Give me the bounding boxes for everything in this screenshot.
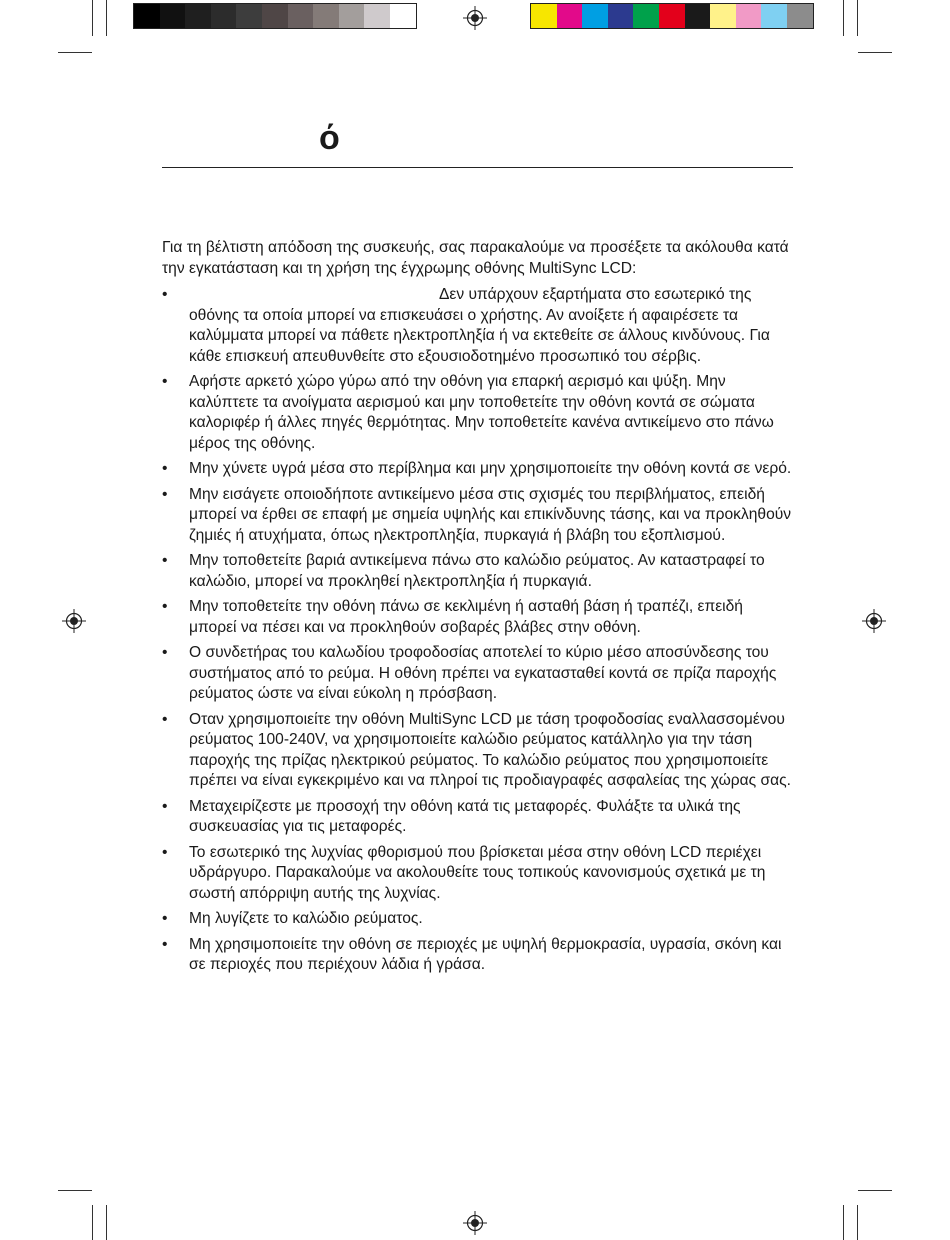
- intro-paragraph: Για τη βέλτιστη απόδοση της συσκευής, σας παρακαλούμε να προσέξετε τα ακόλουθα κατά την εγκατάσταση και τη χρήση της έγχρωμης οθόνης MultiSync LCD:: [162, 239, 789, 277]
- safety-instructions: [162, 238, 794, 981]
- list-item-text: Μην τοποθετείτε την οθόνη πάνω σε κεκλιμένη ή ασταθή βάση ή τραπέζι, επειδή μπορεί να πέσει και να προκληθούν σοβαρές βλάβες στην οθόνη.: [189, 598, 743, 636]
- list-item: [162, 285, 794, 367]
- process-swatch: [787, 4, 813, 28]
- crop-mark-top-right-v: [843, 0, 844, 36]
- process-swatch: [685, 4, 711, 28]
- process-swatch: [710, 4, 736, 28]
- crop-mark-top-left-v: [106, 0, 107, 36]
- list-item-text: Μη λυγίζετε το καλώδιο ρεύματος.: [189, 910, 423, 927]
- bullet-icon: •: [162, 935, 168, 953]
- registration-mark-top-icon: [463, 6, 487, 30]
- crop-mark-bottom-right-v: [843, 1205, 844, 1240]
- list-item-text: Οταν χρησιμοποιείτε την οθόνη MultiSync LCD με τάση τροφοδοσίας εναλλασσομένου ρεύματος 100-240V, να χρησιμοποιείτε καλώδιο ρεύματος κατάλληλο για την τάση παροχής της πρίζας ηλεκτρικού ρεύματος. Το καλώδιο ρεύματος που χρησιμοποιείτε πρέπει να είναι εγκεκριμένο και να πληροί τις προδιαγραφές ασφαλείας της χώρας σας.: [189, 710, 791, 789]
- crop-mark-bottom-right-v2: [857, 1205, 858, 1240]
- list-item-text: Μεταχειρίζεστε με προσοχή την οθόνη κατά τις μεταφορές. Φυλάξτε τα υλικά της συσκευασίας για τις μεταφορές.: [189, 797, 741, 835]
- grayscale-swatch: [236, 4, 262, 28]
- process-swatch: [736, 4, 762, 28]
- bullet-icon: •: [162, 286, 168, 303]
- bullet-icon: •: [162, 460, 168, 477]
- list-item: [162, 551, 794, 592]
- process-swatch: [633, 4, 659, 28]
- list-item-text: Μη χρησιμοποιείτε την οθόνη σε περιοχές με υψηλή θερμοκρασία, υγρασία, σκόνη και σε περιοχές που περιέχουν λάδια ή γράσα.: [189, 935, 782, 973]
- list-item: [162, 372, 794, 454]
- registration-mark-right-icon: [862, 609, 886, 633]
- list-item-text: Μην χύνετε υγρά μέσα στο περίβλημα και μην χρησιμοποιείτε την οθόνη κοντά σε νερό.: [189, 460, 792, 477]
- list-item: [162, 843, 794, 905]
- crop-mark-top-right-v2: [857, 0, 858, 36]
- bullet-icon: •: [162, 797, 168, 815]
- process-swatch: [557, 4, 583, 28]
- crop-mark-bottom-right-h: [858, 1190, 892, 1191]
- process-swatch: [582, 4, 608, 28]
- bullet-icon: •: [162, 644, 168, 661]
- list-item: [162, 797, 794, 838]
- bullet-icon: •: [162, 373, 168, 390]
- process-swatch: [659, 4, 685, 28]
- crop-mark-top-left-h: [58, 52, 92, 53]
- grayscale-swatch: [262, 4, 288, 28]
- page-title: ό: [319, 119, 340, 157]
- list-item-text: Μην τοποθετείτε βαριά αντικείμενα πάνω στο καλώδιο ρεύματος. Αν καταστραφεί το καλώδιο, μπορεί να προκληθεί ηλεκτροπληξία ή πυρκαγιά.: [189, 552, 765, 590]
- crop-mark-bottom-left-h: [58, 1190, 92, 1191]
- list-item-text: Αφήστε αρκετό χώρο γύρω από την οθόνη για επαρκή αερισμό και ψύξη. Μην καλύπτετε τα ανοίγματα αερισμού και μην τοποθετείτε την οθόνη κοντά σε σώματα καλοριφέρ ή άλλες πηγές θερμότητας. Μην τοποθετείτε κανένα αντικείμενο στο πάνω μέρος της οθόνης.: [189, 373, 774, 452]
- grayscale-swatch: [211, 4, 237, 28]
- list-item: [162, 459, 794, 480]
- list-item-text: Το εσωτερικό της λυχνίας φθορισμού που βρίσκεται μέσα στην οθόνη LCD περιέχει υδράργυρο. Παρακαλούμε να ακολουθείτε τους τοπικούς κανονισμούς σχετικά με τη σωστή απόρριψη αυτής της λυχνίας.: [189, 843, 766, 902]
- registration-mark-bottom-icon: [463, 1211, 487, 1235]
- grayscale-swatch: [160, 4, 186, 28]
- bullet-icon: •: [162, 552, 168, 569]
- process-swatch: [608, 4, 634, 28]
- list-item: [162, 909, 794, 930]
- process-color-bar: [530, 3, 814, 29]
- grayscale-swatch: [185, 4, 211, 28]
- bullet-icon: •: [162, 843, 168, 861]
- grayscale-color-bar: [133, 3, 417, 29]
- bullet-icon: •: [162, 598, 168, 615]
- process-swatch: [761, 4, 787, 28]
- list-item: [162, 643, 794, 705]
- crop-mark-top-left-v2: [92, 0, 93, 36]
- list-item-text: Ο συνδετήρας του καλωδίου τροφοδοσίας αποτελεί το κύριο μέσο αποσύνδεσης του συστήματος από το ρεύμα. Η οθόνη πρέπει να εγκατασταθεί κοντά σε πρίζα παροχής ρεύματος ώστε να είναι εύκολη η πρόσβαση.: [189, 644, 777, 702]
- list-item: [162, 710, 794, 792]
- instruction-list: [162, 285, 794, 976]
- bullet-icon: •: [162, 485, 168, 503]
- grayscale-swatch: [288, 4, 314, 28]
- list-item-text: Μην εισάγετε οποιοδήποτε αντικείμενο μέσα στις σχισμές του περιβλήματος, επειδή μπορεί να έρθει σε επαφή με σημεία υψηλής και επικίνδυνης τάσης, και να προκληθούν ζημιές ή ατυχήματα, όπως ηλεκτροπληξία, πυρκαγιά ή βλάβη του εξοπλισμού.: [189, 485, 792, 544]
- grayscale-swatch: [390, 4, 416, 28]
- crop-mark-top-right-h: [858, 52, 892, 53]
- grayscale-swatch: [364, 4, 390, 28]
- process-swatch: [531, 4, 557, 28]
- bullet-icon: •: [162, 910, 168, 927]
- list-item: [162, 597, 794, 638]
- list-item: [162, 485, 794, 547]
- grayscale-swatch: [134, 4, 160, 28]
- crop-mark-bottom-left-v: [106, 1205, 107, 1240]
- grayscale-swatch: [339, 4, 365, 28]
- registration-mark-left-icon: [62, 609, 86, 633]
- grayscale-swatch: [313, 4, 339, 28]
- crop-mark-bottom-left-v2: [92, 1205, 93, 1240]
- list-item-text: Δεν υπάρχουν εξαρτήματα στο εσωτερικό της οθόνης τα οποία μπορεί να επισκευάσει ο χρήστης. Αν ανοίξετε ή αφαιρέσετε τα καλύμματα μπορεί να πάθετε ηλεκτροπληξία ή να εκτεθείτε σε άλλους κινδύνους. Για κάθε επισκευή απευθυνθείτε στο εξουσιοδοτημένο προσωπικό του σέρβις.: [189, 286, 770, 365]
- list-item: [162, 935, 794, 976]
- title-divider: [162, 167, 793, 168]
- bullet-icon: •: [162, 710, 168, 728]
